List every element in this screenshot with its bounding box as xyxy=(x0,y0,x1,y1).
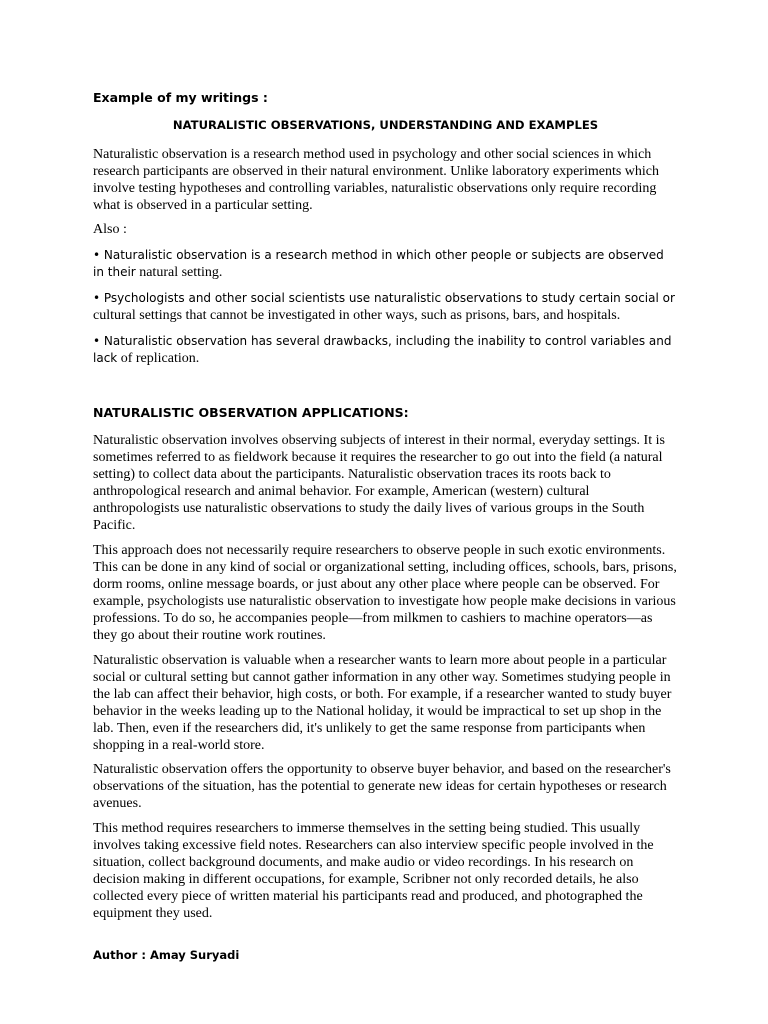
document-title: NATURALISTIC OBSERVATIONS, UNDERSTANDING AND EXAMPLES xyxy=(172,118,599,132)
intro-heading: Example of my writings : xyxy=(93,90,268,105)
bullet-text-continued: natural setting. xyxy=(135,265,223,280)
applications-heading: NATURALISTIC OBSERVATION APPLICATIONS: xyxy=(93,405,409,420)
applications-paragraph: This approach does not necessarily require researchers to observe people in such exotic environments. This can be done in any kind of social or organizational setting, including offices, schools, bars, prisons, dorm rooms, online message boards, or just about any other place where people can be observed. For example, psychologists use naturalistic observation to investigate how people make decisions in various professions. To do so, he accompanies people—from milkmen to cashiers to machine operators—as they go about their routine work routines. xyxy=(93,543,677,643)
bullet-text-continued: cultural settings that cannot be investigated in other ways, such as prisons, bars, and hospitals. xyxy=(93,308,621,323)
bullet-text-continued: of replication. xyxy=(117,351,200,366)
bullet-item xyxy=(93,290,678,324)
applications-paragraph: This method requires researchers to immerse themselves in the setting being studied. This usually involves taking excessive field notes. Researchers can also interview specific people involved in the situation, collect background documents, and make audio or video recordings. In his research on decision making in different occupations, for example, Scribner not only recorded details, he also collected every piece of written material his participants read and produced, and photographed the equipment they used. xyxy=(93,821,654,921)
also-label: Also : xyxy=(93,222,127,237)
bullet-item xyxy=(93,333,678,367)
intro-paragraph: Naturalistic observation is a research method used in psychology and other social sciences in which research participants are observed in their natural environment. Unlike laboratory experiments which involve testing hypotheses and controlling variables, naturalistic observations only require recording what is observed in a particular setting. xyxy=(93,147,660,213)
applications-paragraph: Naturalistic observation involves observing subjects of interest in their normal, everyday settings. It is sometimes referred to as fieldwork because it requires the researcher to go out into the field (a natural setting) to collect data about the participants. Naturalistic observation traces its roots back to anthropological research and animal behavior. For example, American (western) cultural anthropologists use naturalistic observations to study the daily lives of various groups in the South Pacific. xyxy=(93,433,665,533)
applications-paragraph: Naturalistic observation offers the opportunity to observe buyer behavior, and based on the researcher's observations of the situation, has the potential to generate new ideas for certain hypotheses or research avenues. xyxy=(93,762,671,811)
bullet-text: • Naturalistic observation is a research method in which other people or subjects are observed in their xyxy=(93,248,664,279)
applications-paragraph: Naturalistic observation is valuable when a researcher wants to learn more about people in a particular social or cultural setting but cannot gather information in any other way. Sometimes studying people in the lab can affect their behavior, high costs, or both. For example, if a researcher wanted to study buyer behavior in the weeks leading up to the National holiday, it would be impractical to set up shop in the lab. Then, even if the researchers did, it's unlikely to get the same response from participants when shopping in a real-world store. xyxy=(93,653,672,753)
author-line: Author : Amay Suryadi xyxy=(93,948,240,962)
bullet-text: • Naturalistic observation has several drawbacks, including the inability to control variables and lack xyxy=(93,334,672,365)
bullet-text: • Psychologists and other social scientists use naturalistic observations to study certain social or xyxy=(93,291,675,305)
bullet-item xyxy=(93,247,678,281)
